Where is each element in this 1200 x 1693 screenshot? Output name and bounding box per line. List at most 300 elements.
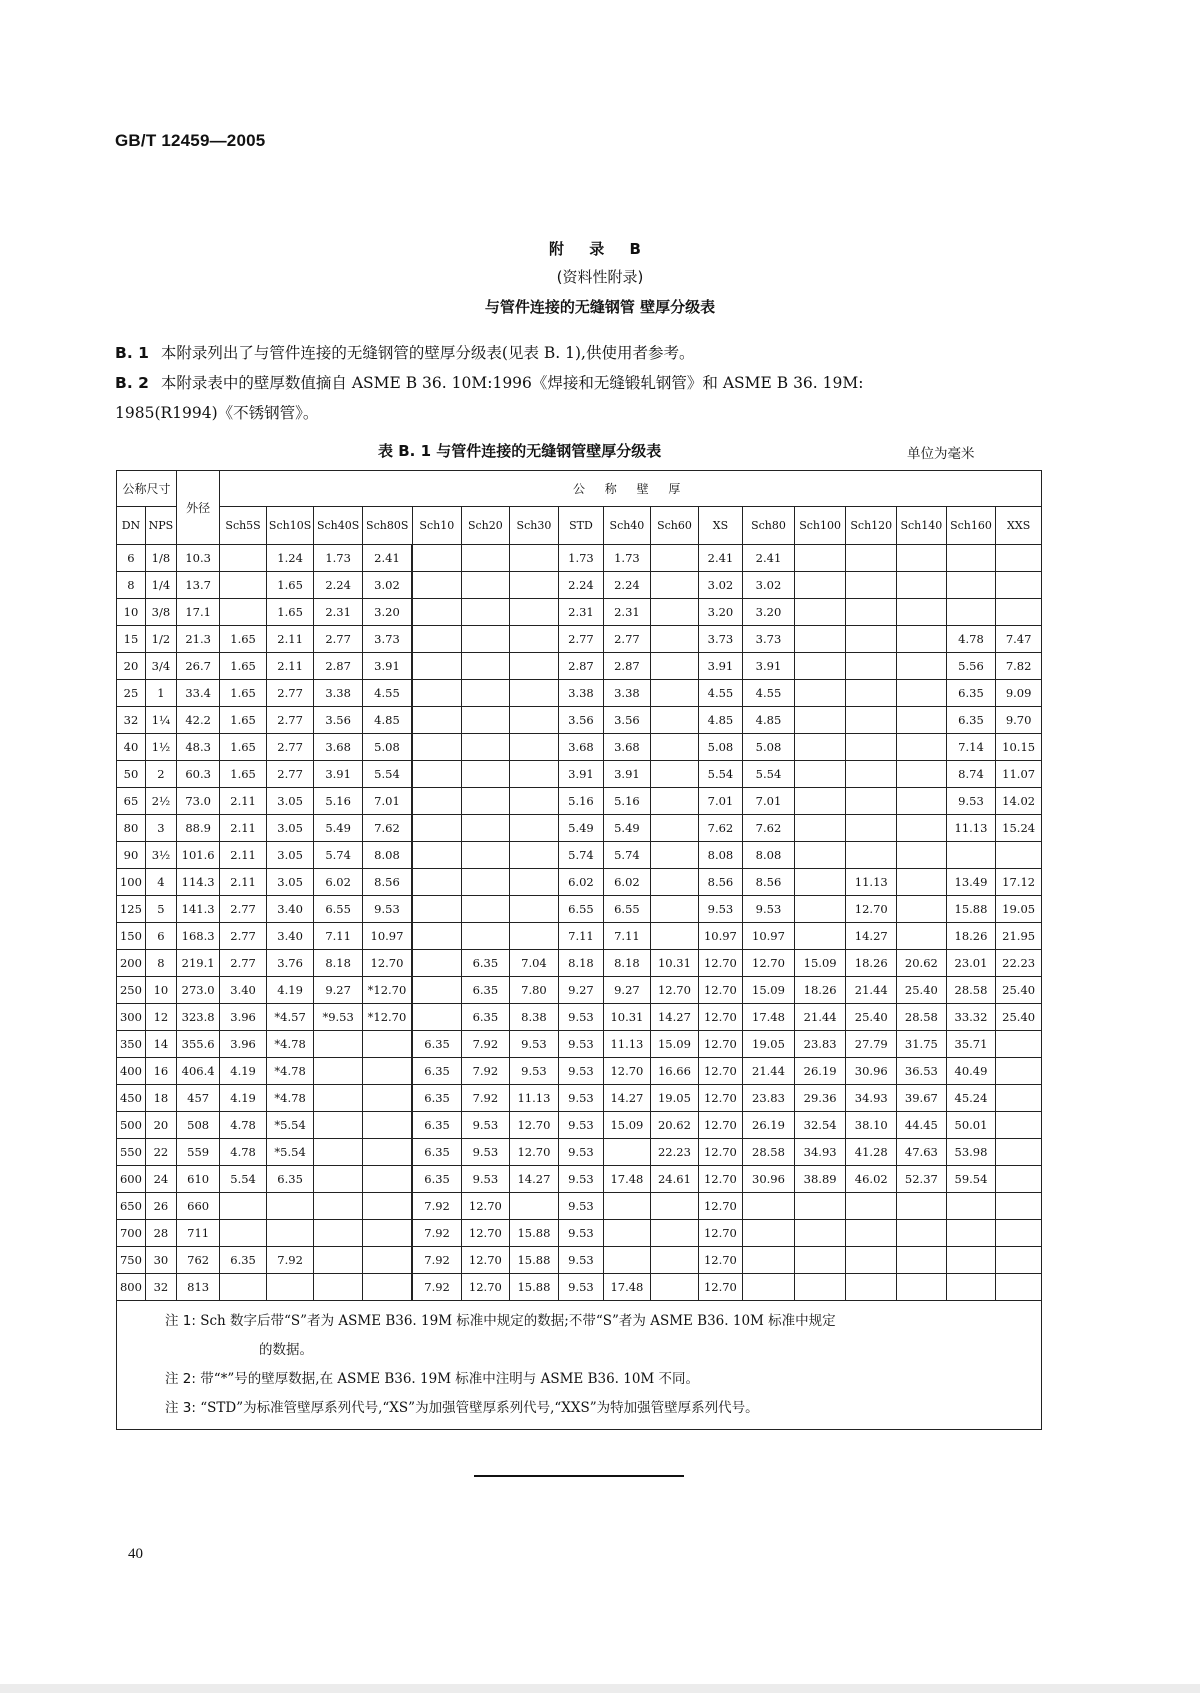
table-cell [651, 1274, 699, 1301]
table-cell: 6.02 [603, 869, 651, 896]
table-cell: 38.10 [846, 1112, 897, 1139]
table-cell: 3.02 [698, 572, 742, 599]
table-cell: 750 [117, 1247, 146, 1274]
table-cell: 8.56 [698, 869, 742, 896]
table-cell: 12.70 [698, 1139, 742, 1166]
table-cell: 22 [145, 1139, 176, 1166]
table-cell: 3.40 [220, 977, 267, 1004]
table-cell: *9.53 [314, 1004, 363, 1031]
table-cell: 12.70 [698, 1220, 742, 1247]
table-cell [651, 842, 699, 869]
table-cell: 4.85 [743, 707, 795, 734]
table-cell [946, 1220, 996, 1247]
table-cell: 30 [145, 1247, 176, 1274]
table-cell [794, 761, 846, 788]
table-cell: 15.09 [743, 977, 795, 1004]
table-cell: 2.77 [559, 626, 603, 653]
table-cell: 1.65 [266, 599, 314, 626]
table-cell: 60.3 [176, 761, 219, 788]
table-cell: 2.87 [314, 653, 363, 680]
table-cell: 400 [117, 1058, 146, 1085]
table-cell: 17.48 [603, 1274, 651, 1301]
table-cell: 2.77 [266, 707, 314, 734]
table-cell: 12.70 [362, 950, 412, 977]
table-cell: 9.53 [559, 1058, 603, 1085]
table-cell: 40.49 [946, 1058, 996, 1085]
table-cell: 14 [145, 1031, 176, 1058]
table-cell: 8 [117, 572, 146, 599]
table-cell: 17.48 [743, 1004, 795, 1031]
table-cell [897, 653, 947, 680]
table-cell: 450 [117, 1085, 146, 1112]
table-cell [846, 707, 897, 734]
table-cell: 2.31 [314, 599, 363, 626]
table-cell [651, 1247, 699, 1274]
table-cell [846, 680, 897, 707]
table-cell: 2.24 [603, 572, 651, 599]
table-cell: 12.70 [509, 1139, 559, 1166]
table-cell [603, 1139, 651, 1166]
table-cell [794, 842, 846, 869]
table-cell: 5.74 [314, 842, 363, 869]
table-cell: 9.53 [462, 1112, 510, 1139]
table-cell: 13.7 [176, 572, 219, 599]
table-cell [846, 1274, 897, 1301]
table-cell: 20 [117, 653, 146, 680]
table-cell: 5.08 [743, 734, 795, 761]
table-cell: 21.3 [176, 626, 219, 653]
table-cell: 4.55 [743, 680, 795, 707]
table-row [117, 788, 1042, 815]
table-cell: 6.55 [559, 896, 603, 923]
table-cell [996, 1139, 1042, 1166]
table-cell [794, 572, 846, 599]
table-cell: 2.87 [559, 653, 603, 680]
table-cell: 9.53 [509, 1031, 559, 1058]
table-cell: 2.31 [559, 599, 603, 626]
table-cell: 1.65 [220, 653, 267, 680]
table-cell: 219.1 [176, 950, 219, 977]
table-cell [509, 653, 559, 680]
table-cell [996, 572, 1042, 599]
table-cell: 15.88 [509, 1247, 559, 1274]
table-cell: 29.36 [794, 1085, 846, 1112]
table-cell [266, 1193, 314, 1220]
table-cell [314, 1112, 363, 1139]
table-cell [846, 599, 897, 626]
table-cell: 9.53 [362, 896, 412, 923]
table-cell: 7.92 [462, 1058, 510, 1085]
table-cell: 8.18 [603, 950, 651, 977]
table-cell [794, 896, 846, 923]
table-container [116, 470, 1042, 1430]
table-cell: 12.70 [462, 1247, 510, 1274]
table-cell: 3.68 [603, 734, 651, 761]
table-cell: 20.62 [897, 950, 947, 977]
table-cell [412, 545, 462, 572]
table-cell: 2.77 [314, 626, 363, 653]
table-cell: 800 [117, 1274, 146, 1301]
table-cell: 300 [117, 1004, 146, 1031]
table-cell [603, 1220, 651, 1247]
table-cell: 40 [117, 734, 146, 761]
table-cell [996, 545, 1042, 572]
table-cell [846, 1247, 897, 1274]
table-cell: 610 [176, 1166, 219, 1193]
table-cell: 13.49 [946, 869, 996, 896]
table-cell: 11.13 [846, 869, 897, 896]
table-cell: 65 [117, 788, 146, 815]
table-cell: 18.26 [946, 923, 996, 950]
col-header: Sch10 [412, 507, 462, 545]
table-cell: 3.73 [743, 626, 795, 653]
table-cell: 3.56 [603, 707, 651, 734]
table-cell [462, 599, 510, 626]
table-cell [462, 815, 510, 842]
table-cell: 15.09 [794, 950, 846, 977]
table-cell [509, 626, 559, 653]
table-cell: 1¼ [145, 707, 176, 734]
table-cell: 80 [117, 815, 146, 842]
table-cell [314, 1274, 363, 1301]
table-cell: 8 [145, 950, 176, 977]
table-cell [794, 545, 846, 572]
table-cell: 9.53 [946, 788, 996, 815]
table-cell: 2.11 [266, 653, 314, 680]
table-cell [462, 923, 510, 950]
table-cell: 21.44 [794, 1004, 846, 1031]
table-cell: 660 [176, 1193, 219, 1220]
table-cell: 8.56 [743, 869, 795, 896]
table-cell [996, 1085, 1042, 1112]
table-cell [846, 761, 897, 788]
table-cell: 9.53 [559, 1139, 603, 1166]
table-cell: 9.09 [996, 680, 1042, 707]
col-header: Sch80 [743, 507, 795, 545]
paragraph-number: B. 1 [115, 344, 149, 362]
table-cell: 100 [117, 869, 146, 896]
table-cell: 39.67 [897, 1085, 947, 1112]
table-cell [743, 1193, 795, 1220]
table-row [117, 950, 1042, 977]
table-cell: 6 [145, 923, 176, 950]
table-cell: 25.40 [846, 1004, 897, 1031]
table-cell [509, 788, 559, 815]
table-cell: 1/2 [145, 626, 176, 653]
table-cell: 6.35 [462, 1004, 510, 1031]
col-header: STD [559, 507, 603, 545]
table-cell: 1.65 [266, 572, 314, 599]
table-cell: 1/8 [145, 545, 176, 572]
table-row [117, 761, 1042, 788]
table-cell: 3.68 [314, 734, 363, 761]
table-cell: 8.18 [559, 950, 603, 977]
table-cell [846, 545, 897, 572]
table-cell: 650 [117, 1193, 146, 1220]
table-cell [996, 1274, 1042, 1301]
table-cell [314, 1193, 363, 1220]
table-cell [946, 599, 996, 626]
table-cell [794, 869, 846, 896]
table-row [117, 545, 1042, 572]
col-header: Sch60 [651, 507, 699, 545]
table-cell: 3.56 [559, 707, 603, 734]
table-cell: 9.53 [559, 1085, 603, 1112]
table-cell: 15.88 [946, 896, 996, 923]
table-cell: 3.05 [266, 842, 314, 869]
table-cell [314, 1166, 363, 1193]
table-cell: 7.47 [996, 626, 1042, 653]
table-cell: *12.70 [362, 1004, 412, 1031]
table-cell: 38.89 [794, 1166, 846, 1193]
table-cell: 3.20 [743, 599, 795, 626]
table-cell: 4 [145, 869, 176, 896]
table-cell: 19.05 [743, 1031, 795, 1058]
table-cell: 6.35 [946, 707, 996, 734]
table-cell [462, 626, 510, 653]
col-header: Sch120 [846, 507, 897, 545]
table-cell: 14.27 [509, 1166, 559, 1193]
table-cell [651, 599, 699, 626]
table-cell: 3.40 [266, 923, 314, 950]
table-row [117, 1220, 1042, 1247]
table-cell: 22.23 [996, 950, 1042, 977]
col-header: XS [698, 507, 742, 545]
table-cell: 3.91 [603, 761, 651, 788]
table-cell [996, 1220, 1042, 1247]
table-cell [651, 734, 699, 761]
table-cell: 12.70 [462, 1193, 510, 1220]
table-cell [946, 1247, 996, 1274]
table-cell [603, 1193, 651, 1220]
table-row [117, 977, 1042, 1004]
note-label: 注 1: [165, 1313, 196, 1329]
table-cell: 2.77 [266, 680, 314, 707]
table-cell: 6.35 [412, 1085, 462, 1112]
table-cell: 16 [145, 1058, 176, 1085]
table-cell: 11.13 [509, 1085, 559, 1112]
table-cell [412, 653, 462, 680]
table-cell: 7.82 [996, 653, 1042, 680]
note-continuation: 的数据。 [259, 1342, 313, 1358]
table-cell: 6.55 [314, 896, 363, 923]
table-cell [651, 869, 699, 896]
table-cell: 7.14 [946, 734, 996, 761]
table-cell [846, 815, 897, 842]
table-cell: 3.38 [559, 680, 603, 707]
table-cell: 550 [117, 1139, 146, 1166]
table-cell: 4.19 [220, 1085, 267, 1112]
table-cell: 1.24 [266, 545, 314, 572]
table-cell [362, 1166, 412, 1193]
table-cell: 1.73 [314, 545, 363, 572]
table-cell [897, 842, 947, 869]
note-2 [117, 1365, 1041, 1394]
table-cell: 2.41 [362, 545, 412, 572]
table-cell: 2.11 [220, 869, 267, 896]
table-cell [794, 707, 846, 734]
table-cell: 23.01 [946, 950, 996, 977]
table-cell: 28.58 [946, 977, 996, 1004]
table-cell: 12.70 [846, 896, 897, 923]
table-cell: 14.02 [996, 788, 1042, 815]
table-cell [743, 1274, 795, 1301]
table-cell: 28.58 [743, 1139, 795, 1166]
table-cell: 6.35 [412, 1166, 462, 1193]
table-cell: 10 [145, 977, 176, 1004]
table-cell: 34.93 [846, 1085, 897, 1112]
table-cell: 406.4 [176, 1058, 219, 1085]
table-cell: 10.97 [362, 923, 412, 950]
table-row [117, 1004, 1042, 1031]
note-1 [117, 1307, 1041, 1365]
header-nominal-size: 公称尺寸 [117, 471, 177, 507]
table-cell: 21.44 [846, 977, 897, 1004]
note-label: 注 3: [165, 1400, 196, 1416]
table-cell [996, 1193, 1042, 1220]
table-cell: 26 [145, 1193, 176, 1220]
table-cell [412, 761, 462, 788]
paragraph-number: B. 2 [115, 374, 149, 392]
table-cell [794, 788, 846, 815]
table-cell [220, 572, 267, 599]
table-cell: 3.05 [266, 869, 314, 896]
table-cell: 6.35 [412, 1058, 462, 1085]
table-cell: 114.3 [176, 869, 219, 896]
table-cell: 7.11 [314, 923, 363, 950]
table-row [117, 1166, 1042, 1193]
table-cell [412, 950, 462, 977]
table-cell: 1.65 [220, 734, 267, 761]
table-cell: 7.92 [462, 1031, 510, 1058]
table-cell [412, 896, 462, 923]
table-cell: 2.77 [266, 734, 314, 761]
table-cell [996, 1247, 1042, 1274]
table-cell: 5.16 [314, 788, 363, 815]
table-cell [846, 572, 897, 599]
note-label: 注 2: [165, 1371, 196, 1387]
table-cell: 3½ [145, 842, 176, 869]
table-cell: 250 [117, 977, 146, 1004]
table-cell: 1.73 [559, 545, 603, 572]
table-row [117, 1247, 1042, 1274]
table-cell: 6.02 [314, 869, 363, 896]
table-cell [412, 734, 462, 761]
paragraph-text: 本附录表中的壁厚数值摘自 ASME B 36. 10M:1996《焊接和无缝锻轧钢管》和 ASME B 36. 19M: [160, 374, 864, 392]
table-row [117, 680, 1042, 707]
table-cell: 5.49 [314, 815, 363, 842]
table-cell [846, 626, 897, 653]
table-cell [651, 653, 699, 680]
table-cell: 24 [145, 1166, 176, 1193]
table-body [117, 471, 1042, 1301]
wall-thickness-table [116, 470, 1042, 1301]
appendix-type: (资料性附录) [556, 268, 644, 286]
table-cell: 35.71 [946, 1031, 996, 1058]
table-cell: 36.53 [897, 1058, 947, 1085]
table-cell [362, 1247, 412, 1274]
table-cell [897, 815, 947, 842]
table-cell: 9.53 [698, 896, 742, 923]
table-cell: 7.62 [698, 815, 742, 842]
table-cell: 1.65 [220, 680, 267, 707]
table-cell: 9.53 [559, 1004, 603, 1031]
table-cell: 11.13 [946, 815, 996, 842]
table-cell: 600 [117, 1166, 146, 1193]
table-cell [462, 707, 510, 734]
table-cell [462, 545, 510, 572]
table-cell [412, 977, 462, 1004]
table-cell: 700 [117, 1220, 146, 1247]
table-cell: 14.27 [651, 1004, 699, 1031]
table-cell: 42.2 [176, 707, 219, 734]
table-cell [651, 707, 699, 734]
table-cell [509, 1193, 559, 1220]
table-cell: 12.70 [603, 1058, 651, 1085]
table-cell [794, 923, 846, 950]
table-cell [897, 923, 947, 950]
table-cell: 10.3 [176, 545, 219, 572]
table-row [117, 599, 1042, 626]
table-cell: 2.77 [220, 923, 267, 950]
table-cell: 4.19 [220, 1058, 267, 1085]
table-cell: 23.83 [794, 1031, 846, 1058]
table-cell: 9.27 [314, 977, 363, 1004]
table-cell: 15.09 [603, 1112, 651, 1139]
table-cell [794, 626, 846, 653]
appendix-title: 与管件连接的无缝钢管 壁厚分级表 [484, 298, 716, 316]
table-cell: 9.53 [462, 1166, 510, 1193]
table-cell: 44.45 [897, 1112, 947, 1139]
table-cell: 1.65 [220, 707, 267, 734]
table-cell: 3.73 [362, 626, 412, 653]
table-row [117, 1085, 1042, 1112]
table-cell: 3.38 [314, 680, 363, 707]
table-cell: *5.54 [266, 1139, 314, 1166]
table-cell [314, 1058, 363, 1085]
table-cell [846, 1193, 897, 1220]
table-cell: 12.70 [698, 1247, 742, 1274]
table-cell: 9.27 [559, 977, 603, 1004]
table-cell: 5.56 [946, 653, 996, 680]
col-header: Sch40 [603, 507, 651, 545]
table-cell: 11.13 [603, 1031, 651, 1058]
footer-rule [474, 1475, 684, 1477]
table-cell: *4.78 [266, 1058, 314, 1085]
table-row [117, 734, 1042, 761]
table-cell [651, 788, 699, 815]
table-cell: 5.74 [559, 842, 603, 869]
table-cell: 350 [117, 1031, 146, 1058]
table-cell: *4.78 [266, 1085, 314, 1112]
table-cell: 12.70 [509, 1112, 559, 1139]
note-text: Sch 数字后带“S”者为 ASME B36. 19M 标准中规定的数据;不带“S”者为 ASME B36. 10M 标准中规定 [200, 1313, 836, 1329]
table-cell: 3.20 [698, 599, 742, 626]
table-cell [794, 1220, 846, 1247]
table-cell: 1.73 [603, 545, 651, 572]
table-cell: 41.28 [846, 1139, 897, 1166]
table-cell [996, 1166, 1042, 1193]
table-cell: 33.32 [946, 1004, 996, 1031]
table-cell: 1.65 [220, 626, 267, 653]
table-cell: 6.35 [412, 1139, 462, 1166]
table-row [117, 1112, 1042, 1139]
table-row [117, 653, 1042, 680]
appendix-label: 附 录 B [549, 240, 651, 258]
table-cell: 9.53 [743, 896, 795, 923]
table-cell: 3.96 [220, 1004, 267, 1031]
table-cell: 7.92 [412, 1220, 462, 1247]
